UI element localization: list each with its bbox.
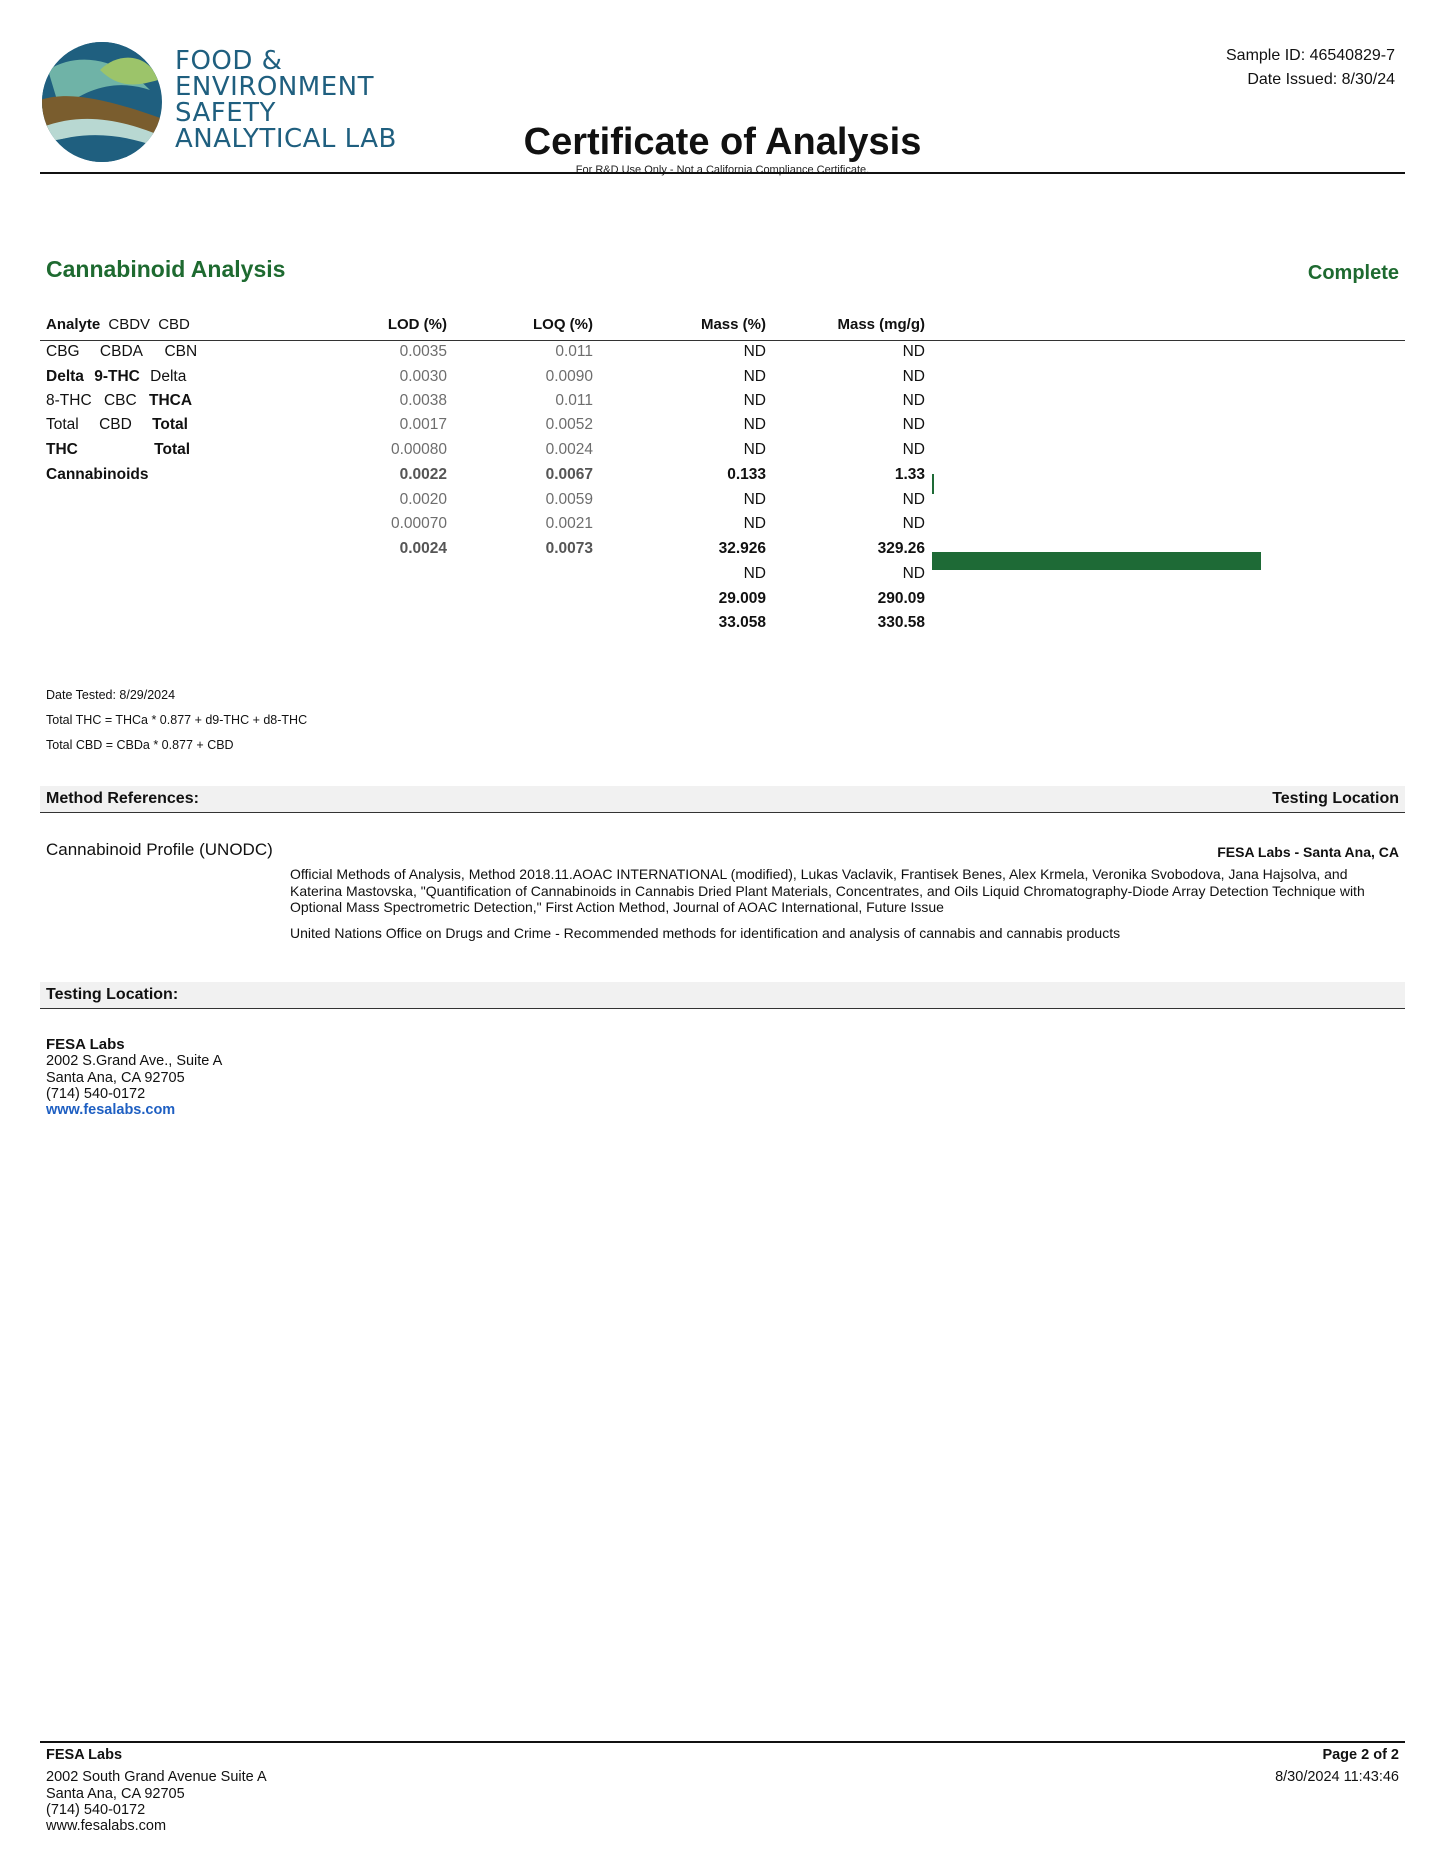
mass-mgg-cell: ND xyxy=(902,441,925,458)
lod-cell: 0.00070 xyxy=(390,515,447,532)
lab-phone: (714) 540-0172 xyxy=(46,1085,146,1102)
mass-mgg-cell: ND xyxy=(902,392,925,409)
logo-text-line: ENVIRONMENT xyxy=(175,72,375,102)
loq-cell: 0.0021 xyxy=(545,515,593,532)
analyte-fragment: Total xyxy=(154,441,191,458)
analyte-line xyxy=(46,466,148,484)
mass-mgg-cell: ND xyxy=(902,416,925,433)
mass-pct-cell: ND xyxy=(743,491,766,508)
header-mass-mgg: Mass (mg/g) xyxy=(837,316,925,333)
loq-cell: 0.0067 xyxy=(545,466,593,483)
footer-page-info xyxy=(1275,1747,1399,1786)
header-loq: LOQ (%) xyxy=(533,316,593,333)
lod-cell: 0.0022 xyxy=(399,466,447,483)
mass-pct-cell: ND xyxy=(743,392,766,409)
result-bar xyxy=(932,474,934,494)
mass-pct-cell: ND xyxy=(743,368,766,385)
mass-pct-cell: 32.926 xyxy=(718,540,766,557)
loq-cell: 0.0052 xyxy=(545,416,593,433)
total-thc-formula: Total THC = THCa * 0.877 + d9-THC + d8-THC xyxy=(46,713,308,727)
date-issued: Date Issued: 8/30/24 xyxy=(1247,71,1395,88)
footer-website: www.fesalabs.com xyxy=(46,1818,167,1835)
lod-cell: 0.0024 xyxy=(399,540,447,557)
header-mass-pct: Mass (%) xyxy=(700,316,766,333)
lab-address-block xyxy=(46,1037,222,1118)
analyte-line xyxy=(46,441,190,459)
analyte-fragment: THCA xyxy=(149,392,193,409)
analyte-fragment: CBG xyxy=(46,343,80,360)
mass-mgg-cell: ND xyxy=(902,491,925,508)
mass-mgg-cell: ND xyxy=(902,515,925,532)
analyte-fragment: Total xyxy=(152,416,188,433)
page-number: Page 2 of 2 xyxy=(1322,1747,1399,1763)
testing-location-label: Testing Location: xyxy=(46,986,179,1003)
analyte-fragment: CBDV xyxy=(108,316,151,333)
result-bar xyxy=(932,552,1261,570)
logo-text-line: ANALYTICAL LAB xyxy=(175,124,397,154)
analyte-line xyxy=(46,416,188,434)
loq-cell: 0.011 xyxy=(555,343,593,360)
mass-pct-cell: 0.133 xyxy=(727,466,766,483)
sample-id: Sample ID: 46540829-7 xyxy=(1226,47,1395,64)
total-cbd-formula: Total CBD = CBDa * 0.877 + CBD xyxy=(46,738,234,752)
lab-address-line: Santa Ana, CA 92705 xyxy=(46,1069,185,1086)
header-lod: LOD (%) xyxy=(387,316,447,333)
section-title: Cannabinoid Analysis xyxy=(46,256,286,282)
document-subtitle: For R&D Use Only - Not a California Compliance Certificate. xyxy=(575,164,870,176)
mass-mgg-cell: 330.58 xyxy=(877,614,925,631)
analyte-fragment: Cannabinoids xyxy=(46,466,149,483)
testing-location-header: Testing Location xyxy=(1272,790,1399,807)
method-reference: Official Methods of Analysis, Method 2018.11.AOAC INTERNATIONAL (modified), Lukas Vaclavik, Frantisek Benes, Alex Krmela, Veronika Svobodova, Jana Hajsolva, and Katerina Mastovska, "Quantification of Cannabinoids in Cannabis Dried Plant Materials, Concentrates, and Oils Liquid Chromatography-Diode Array Detection Technique with Optional Mass Spectrometric Detection," First Action Method, Journal of AOAC International, Future Issue xyxy=(290,866,1365,915)
mass-pct-cell: 29.009 xyxy=(718,590,766,607)
mass-pct-cell: ND xyxy=(743,515,766,532)
lod-cell: 0.0030 xyxy=(399,368,447,385)
analyte-fragment: CBC xyxy=(103,392,137,409)
analyte-fragment: CBN xyxy=(164,343,198,360)
mass-mgg-cell: ND xyxy=(902,343,925,360)
header-analyte xyxy=(46,316,190,333)
mass-mgg-cell: 290.09 xyxy=(877,590,925,607)
footer-divider xyxy=(40,1741,1405,1743)
testing-location-band xyxy=(40,982,1405,1009)
lod-cell: 0.0035 xyxy=(399,343,447,360)
lod-cell: 0.00080 xyxy=(390,441,447,458)
mass-pct-cell: ND xyxy=(743,343,766,360)
mass-mgg-cell: 329.26 xyxy=(877,540,925,557)
document-title: Certificate of Analysis xyxy=(523,121,922,163)
lod-cell: 0.0020 xyxy=(399,491,447,508)
method-references-band xyxy=(40,786,1405,813)
analyte-fragment: CBD xyxy=(158,316,190,333)
method-references-label: Method References: xyxy=(46,790,199,807)
header-divider xyxy=(40,172,1405,174)
footer-address-line: 2002 South Grand Avenue Suite A xyxy=(46,1769,267,1786)
mass-pct-cell: ND xyxy=(743,441,766,458)
analyte-line xyxy=(46,368,186,386)
analyte-fragment: THC xyxy=(46,441,78,458)
lod-cell: 0.0038 xyxy=(399,392,447,409)
footer-lab-name: FESA Labs xyxy=(46,1747,123,1763)
mass-pct-cell: 33.058 xyxy=(718,614,766,631)
lod-cell: 0.0017 xyxy=(399,416,447,433)
footer-phone: (714) 540-0172 xyxy=(46,1801,146,1818)
loq-cell: 0.0090 xyxy=(545,368,593,385)
analyte-fragment: Delta xyxy=(150,368,187,385)
footer-address xyxy=(46,1747,267,1834)
header-analyte-label: Analyte xyxy=(46,316,101,333)
method-reference: United Nations Office on Drugs and Crime - Recommended methods for identification and analysis of cannabis and cannabis products xyxy=(290,925,1121,941)
lab-name: FESA Labs xyxy=(46,1036,125,1053)
analyte-fragment: 8-THC xyxy=(46,392,92,409)
loq-cell: 0.0024 xyxy=(545,441,593,458)
analyte-fragment: Total xyxy=(46,416,79,433)
print-timestamp: 8/30/2024 11:43:46 xyxy=(1275,1769,1399,1786)
loq-cell: 0.0059 xyxy=(545,491,593,508)
analyte-fragment: 9-THC xyxy=(94,368,140,385)
lab-address-line: 2002 S.Grand Ave., Suite A xyxy=(46,1053,223,1070)
mass-mgg-cell: 1.33 xyxy=(894,466,925,483)
mass-mgg-cell: ND xyxy=(902,368,925,385)
footer-address-line: Santa Ana, CA 92705 xyxy=(46,1785,185,1802)
analyte-line xyxy=(46,343,197,361)
sample-info xyxy=(1226,44,1395,92)
loq-cell: 0.0073 xyxy=(545,540,593,557)
lab-website-link[interactable]: www.fesalabs.com xyxy=(46,1102,176,1119)
method-location: FESA Labs - Santa Ana, CA xyxy=(1217,844,1399,860)
method-name: Cannabinoid Profile (UNODC) xyxy=(46,840,273,859)
loq-cell: 0.011 xyxy=(555,392,593,409)
date-tested: Date Tested: 8/29/2024 xyxy=(46,688,176,702)
status-label: Complete xyxy=(1307,262,1399,284)
analyte-fragment: CBDA xyxy=(99,343,143,360)
logo-text-line: FOOD & xyxy=(175,46,283,76)
analyte-fragment: CBD xyxy=(99,416,132,433)
mass-pct-cell: ND xyxy=(743,416,766,433)
analyte-fragment: Delta xyxy=(46,368,84,385)
mass-mgg-cell: ND xyxy=(902,565,925,582)
table-header-divider xyxy=(40,340,1405,341)
mass-pct-cell: ND xyxy=(743,565,766,582)
analyte-line xyxy=(46,392,192,410)
logo-text-line: SAFETY xyxy=(175,98,276,128)
